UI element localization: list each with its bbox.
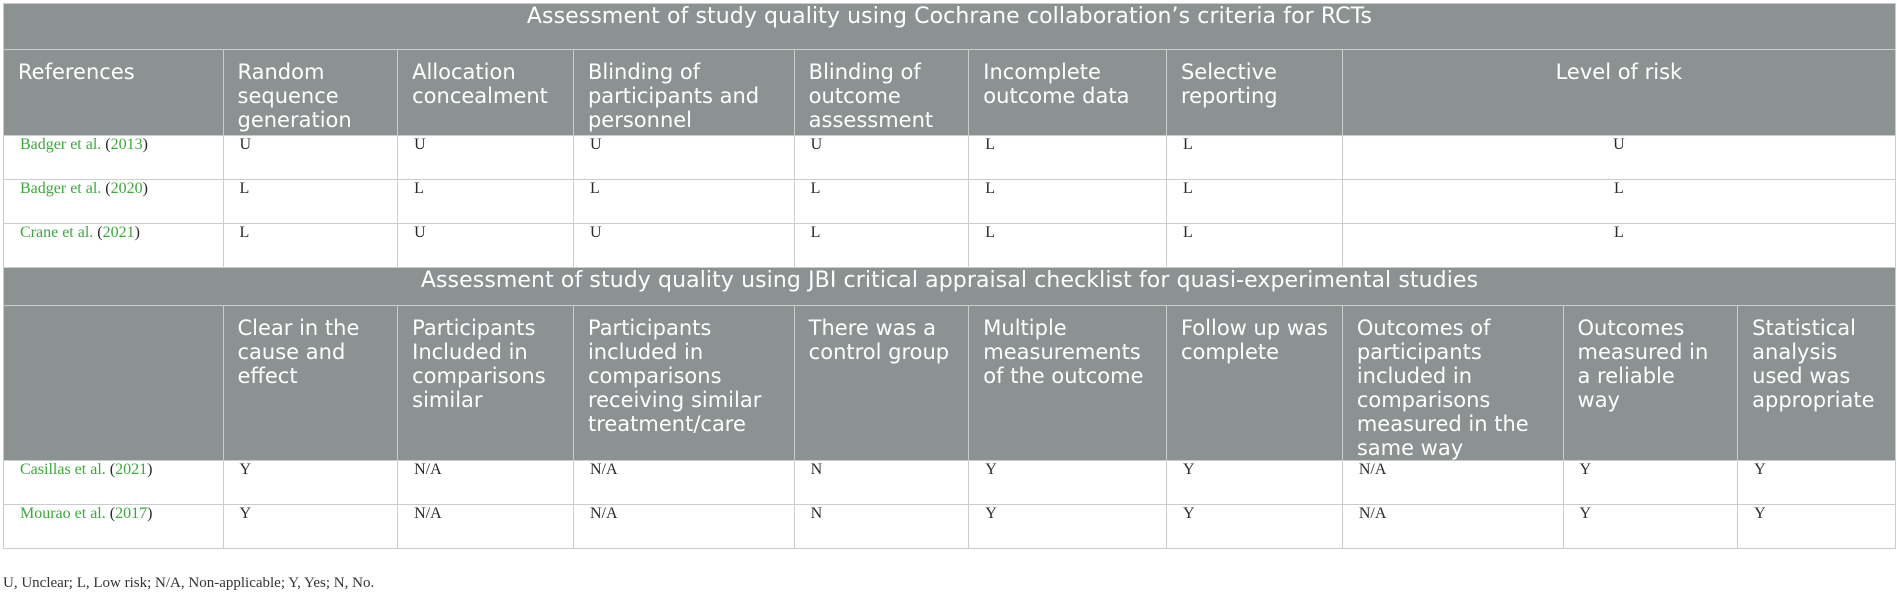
value-cell: N/A — [1342, 505, 1563, 549]
quasi-section-title: Assessment of study quality using JBI critical appraisal checklist for quasi-experimental studies — [4, 268, 1896, 306]
value-cell: Y — [969, 461, 1167, 505]
rct-header-references: References — [4, 50, 224, 136]
reference-year-link[interactable]: 2013 — [110, 136, 143, 153]
value-cell: U — [573, 136, 794, 180]
value-cell: Y — [1738, 461, 1896, 505]
quasi-header-similar-treatment: Participants included in comparisons receiving similar treatment/care — [573, 306, 794, 461]
rct-section-title: Assessment of study quality using Cochrane collaboration’s criteria for RCTs — [4, 4, 1896, 50]
value-cell: Y — [1738, 505, 1896, 549]
value-cell: U — [398, 136, 574, 180]
reference-year-link[interactable]: 2020 — [110, 180, 143, 197]
reference-cell: Mourao et al. (2017) — [4, 505, 224, 549]
value-cell: L — [969, 136, 1167, 180]
quasi-header-statistical-analysis: Statistical analysis used was appropriate — [1738, 306, 1896, 461]
rct-header-allocation: Allocation concealment — [398, 50, 574, 136]
reference-year-link[interactable]: 2021 — [102, 224, 135, 241]
quasi-header-row — [4, 306, 1896, 461]
reference-year-link[interactable]: 2017 — [115, 505, 148, 522]
value-cell: Y — [969, 505, 1167, 549]
rct-header-incomplete-data: Incomplete outcome data — [969, 50, 1167, 136]
reference-author: Mourao et al. — [20, 505, 106, 522]
value-cell: L — [969, 180, 1167, 224]
value-cell: Y — [1563, 461, 1738, 505]
rct-header-selective-reporting: Selective reporting — [1166, 50, 1342, 136]
value-cell: L — [969, 224, 1167, 268]
quasi-header-reliable-way: Outcomes measured in a reliable way — [1563, 306, 1738, 461]
value-cell: U — [573, 224, 794, 268]
value-cell: Y — [1166, 461, 1342, 505]
level-of-risk-cell: U — [1342, 136, 1895, 180]
quasi-header-follow-up: Follow up was complete — [1166, 306, 1342, 461]
table-row — [4, 224, 1896, 268]
reference-author: Badger et al. — [20, 136, 102, 153]
rct-header-row — [4, 50, 1896, 136]
quasi-header-measured-same-way: Outcomes of participants included in comparisons measured in the same way — [1342, 306, 1563, 461]
quasi-header-cause-effect: Clear in the cause and effect — [223, 306, 398, 461]
quasi-header-control-group: There was a control group — [794, 306, 969, 461]
rct-header-level-of-risk: Level of risk — [1342, 50, 1895, 136]
rct-header-blinding-outcome: Blinding of outcome assessment — [794, 50, 969, 136]
reference-author: Casillas et al. — [20, 461, 106, 478]
table-row — [4, 461, 1896, 505]
quasi-header-empty — [4, 306, 224, 461]
table-row — [4, 180, 1896, 224]
quality-assessment-table — [3, 3, 1896, 549]
reference-cell: Casillas et al. (2021) — [4, 461, 224, 505]
value-cell: Y — [223, 461, 398, 505]
value-cell: L — [398, 180, 574, 224]
table-footnote: U, Unclear; L, Low risk; N/A, Non-applicable; Y, Yes; N, No. — [3, 575, 375, 591]
value-cell: N/A — [398, 461, 574, 505]
quasi-header-multiple-measurements: Multiple measurements of the outcome — [969, 306, 1167, 461]
level-of-risk-cell: L — [1342, 180, 1895, 224]
value-cell: N/A — [398, 505, 574, 549]
value-cell: L — [794, 224, 969, 268]
reference-year-link[interactable]: 2021 — [115, 461, 148, 478]
value-cell: L — [573, 180, 794, 224]
value-cell: L — [223, 224, 398, 268]
table-row — [4, 136, 1896, 180]
value-cell: L — [1166, 224, 1342, 268]
reference-author: Crane et al. — [20, 224, 94, 241]
value-cell: L — [794, 180, 969, 224]
quasi-title-row — [4, 268, 1896, 306]
table-row — [4, 505, 1896, 549]
rct-header-random-sequence: Random sequence generation — [223, 50, 398, 136]
value-cell: Y — [223, 505, 398, 549]
value-cell: L — [223, 180, 398, 224]
value-cell: L — [1166, 136, 1342, 180]
quasi-header-participants-similar: Participants Included in comparisons similar — [398, 306, 574, 461]
level-of-risk-cell: L — [1342, 224, 1895, 268]
rct-title-row — [4, 4, 1896, 50]
value-cell: Y — [1563, 505, 1738, 549]
value-cell: L — [1166, 180, 1342, 224]
reference-cell: Crane et al. (2021) — [4, 224, 224, 268]
value-cell: N — [794, 505, 969, 549]
rct-header-blinding-participants: Blinding of participants and personnel — [573, 50, 794, 136]
reference-cell: Badger et al. (2020) — [4, 180, 224, 224]
value-cell: U — [794, 136, 969, 180]
value-cell: U — [223, 136, 398, 180]
value-cell: U — [398, 224, 574, 268]
value-cell: N/A — [573, 505, 794, 549]
value-cell: N — [794, 461, 969, 505]
value-cell: Y — [1166, 505, 1342, 549]
reference-author: Badger et al. — [20, 180, 102, 197]
value-cell: N/A — [573, 461, 794, 505]
value-cell: N/A — [1342, 461, 1563, 505]
reference-cell: Badger et al. (2013) — [4, 136, 224, 180]
